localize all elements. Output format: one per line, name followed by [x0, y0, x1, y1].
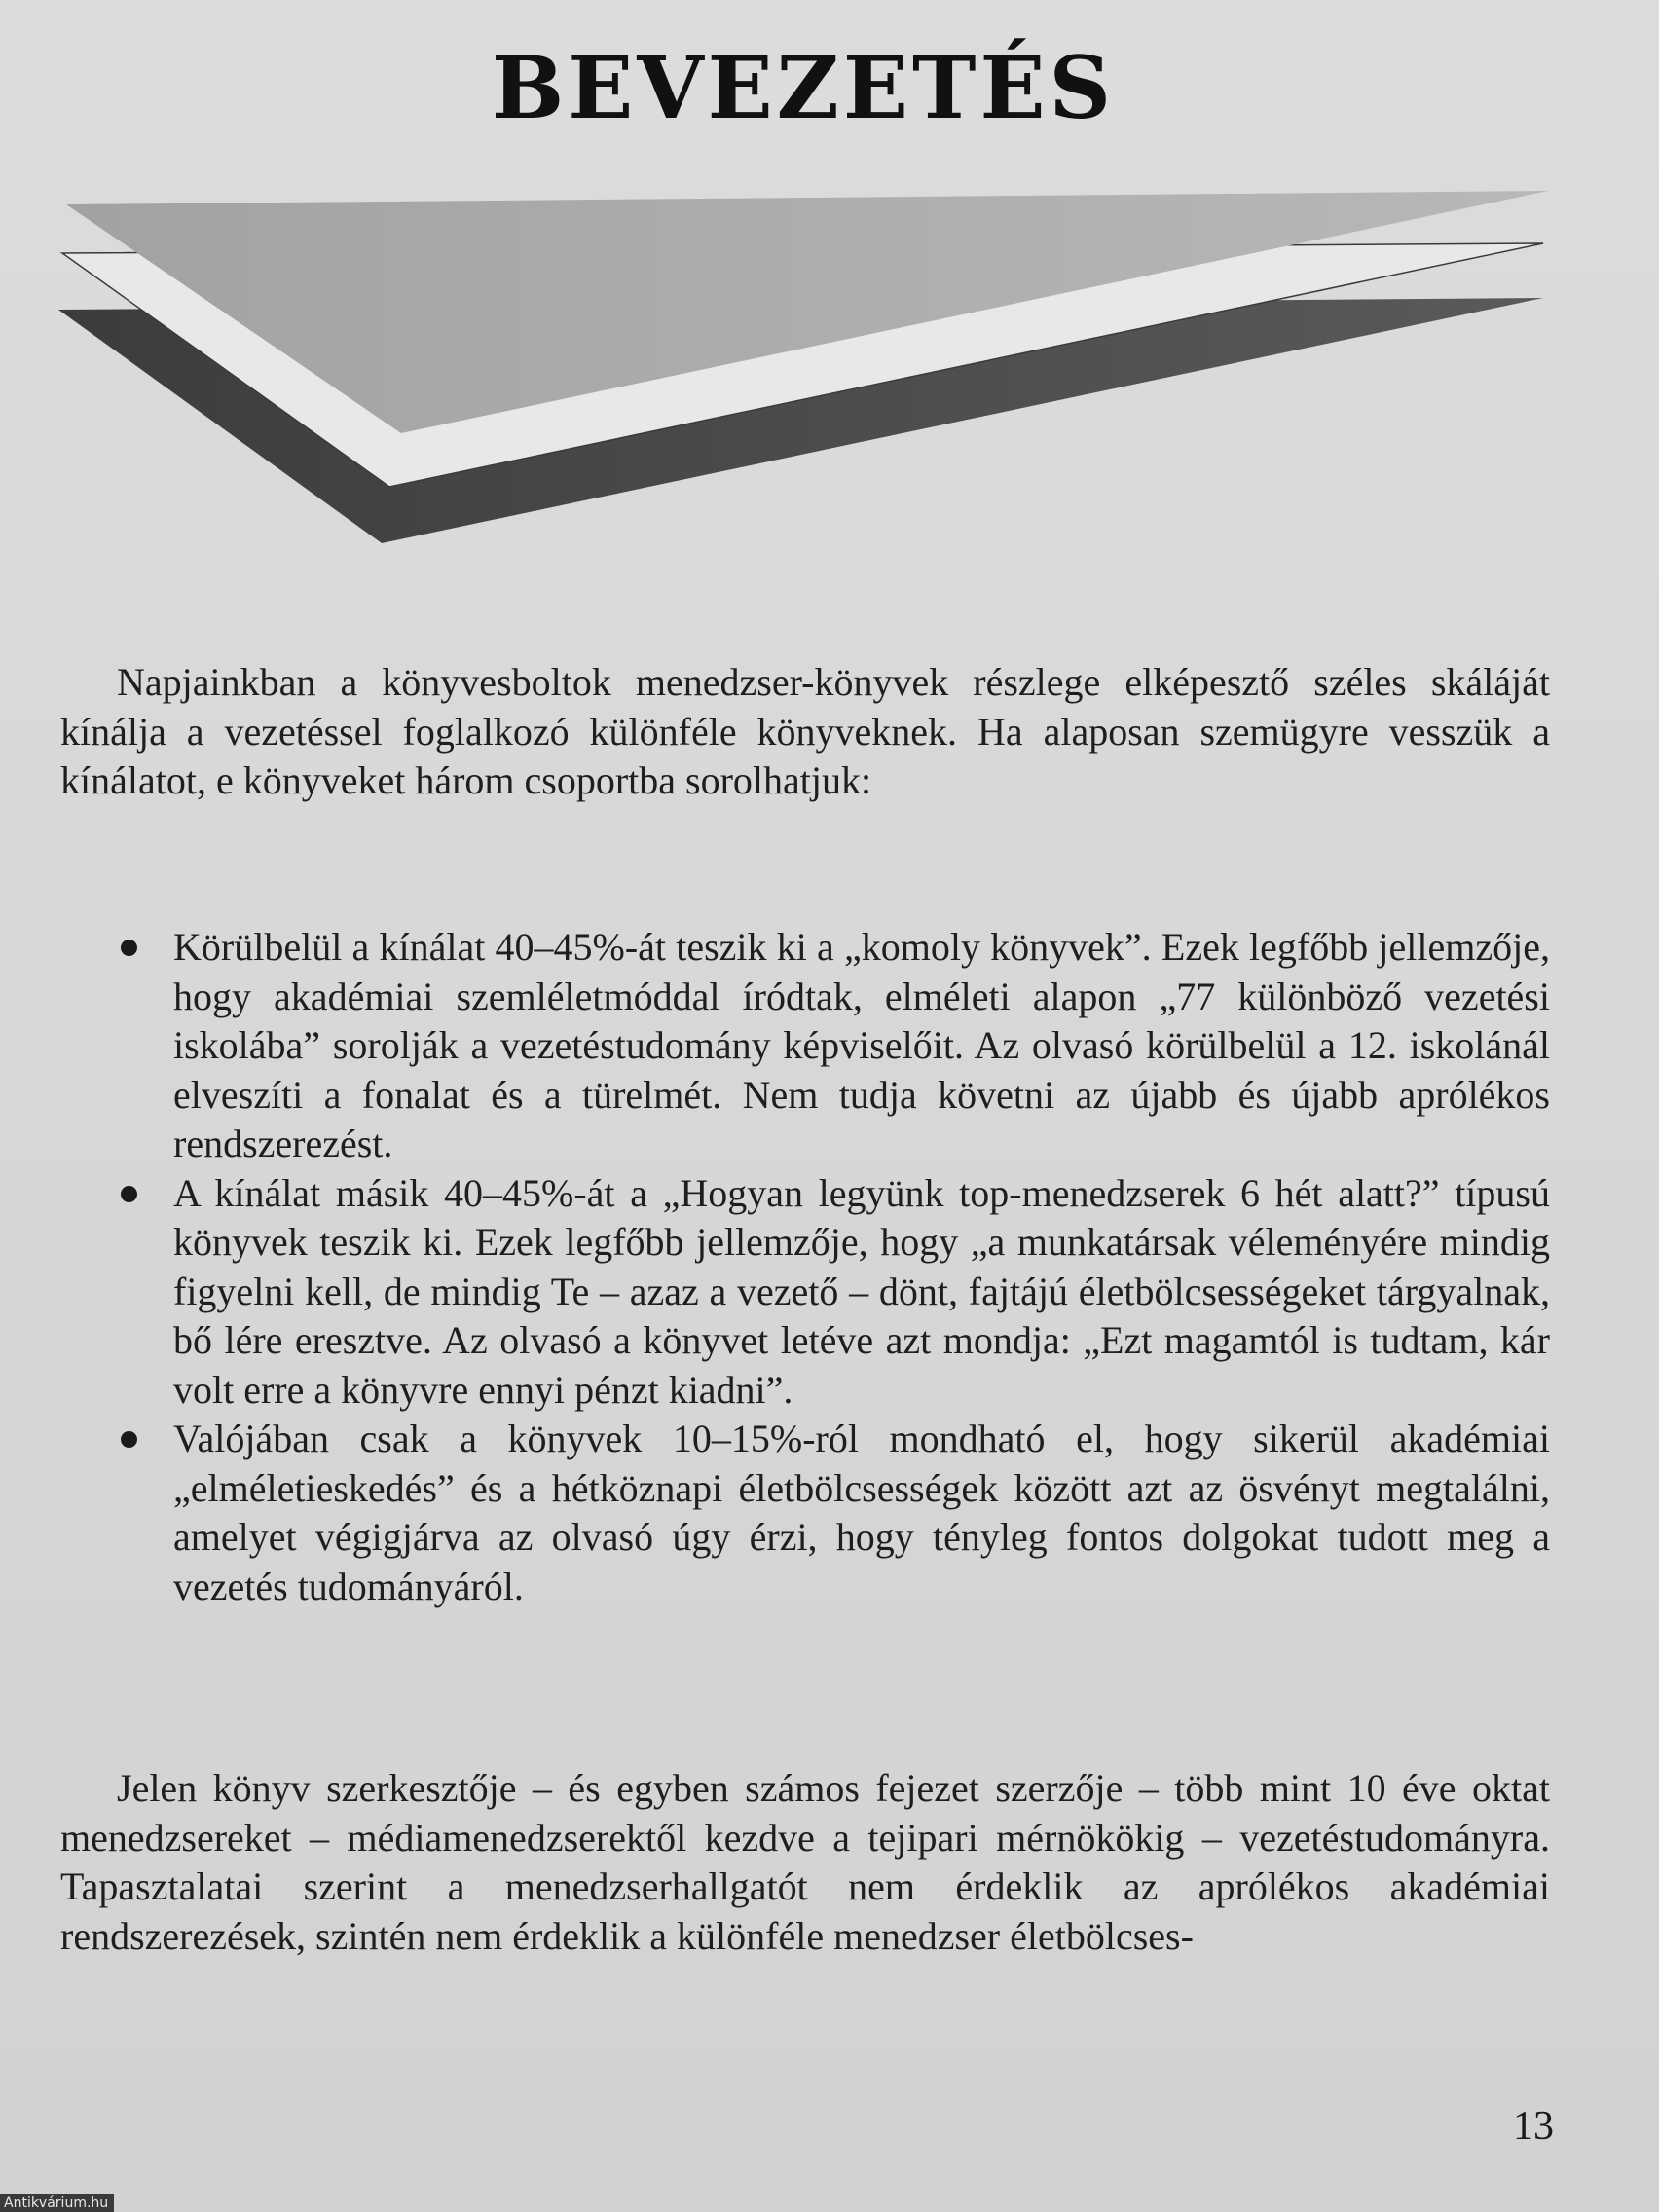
list-item — [60, 1415, 1550, 1611]
intro-paragraph: Napjainkban a könyvesboltok menedzser-könyvek részlege elképesztő széles skáláját kínálja a vezetéssel foglalkozó különféle könyveknek. Ha alaposan szemügyre vesszük a kínálatot, e könyveket három csoportba sorolhatjuk: — [60, 660, 1550, 802]
book-categories-list — [60, 923, 1550, 1611]
bullet-icon — [121, 1186, 137, 1202]
page-number: 13 — [1513, 2104, 1554, 2149]
bullet-icon — [121, 940, 137, 956]
watermark: Antikvárium.hu — [0, 2194, 114, 2212]
list-item-text: Valójában csak a könyvek 10–15%-ról mondható el, hogy sikerül akadémiai „elméletieskedés” és a hétköznapi életbölcsességek között azt az ösvényt megtalálni, amelyet végigjárva az olvasó úgy érzi, hogy tényleg fontos dolgokat tudott meg a vezetés tudományáról. — [173, 1417, 1550, 1608]
list-item — [60, 923, 1550, 1169]
list-item-text: A kínálat másik 40–45%-át a „Hogyan legyünk top-menedzserek 6 hét alatt?” típusú könyvek teszik ki. Ezek legfőbb jellemzője, hogy „a munkatársak véleményére mindig figyelni kell, de mindig Te – azaz a vezető – dönt, fajtájú életbölcsességeket tárgyalnak, bő lére eresztve. Az olvasó a könyvet letéve azt mondja: „Ezt magamtól is tudtam, kár volt erre a könyvre ennyi pénzt kiadni”. — [173, 1170, 1550, 1412]
list-item-text: Körülbelül a kínálat 40–45%-át teszik ki a „komoly könyvek”. Ezek legfőbb jellemzője, hogy akadémiai szemléletmóddal íródtak, elméleti alapon „77 különböző vezetési iskolába” sorolják a vezetéstudomány képviselőit. Az olvasó körülbelül a 12. iskolánál elveszíti a fonalat és a türelmét. Nem tudja követni az újabb és újabb aprólékos rendszerezést. — [173, 925, 1550, 1165]
layered-wedge-graphic — [58, 185, 1567, 555]
page-title: BEVEZETÉS — [491, 37, 1116, 138]
list-item — [60, 1169, 1550, 1416]
closing-paragraph: Jelen könyv szerkesztője – és egyben számos fejezet szerzője – több mint 10 éve oktat menedzsereket – médiamenedzserektől kezdve a tejipari mérnökökig – vezetéstudományra. Tapasztalatai szerint a menedzserhallgatót nem érdeklik az aprólékos akadémiai rendszerezések, szintén nem érdeklik a különféle menedzser életbölcses- — [60, 1766, 1550, 1958]
bullet-icon — [121, 1431, 137, 1448]
